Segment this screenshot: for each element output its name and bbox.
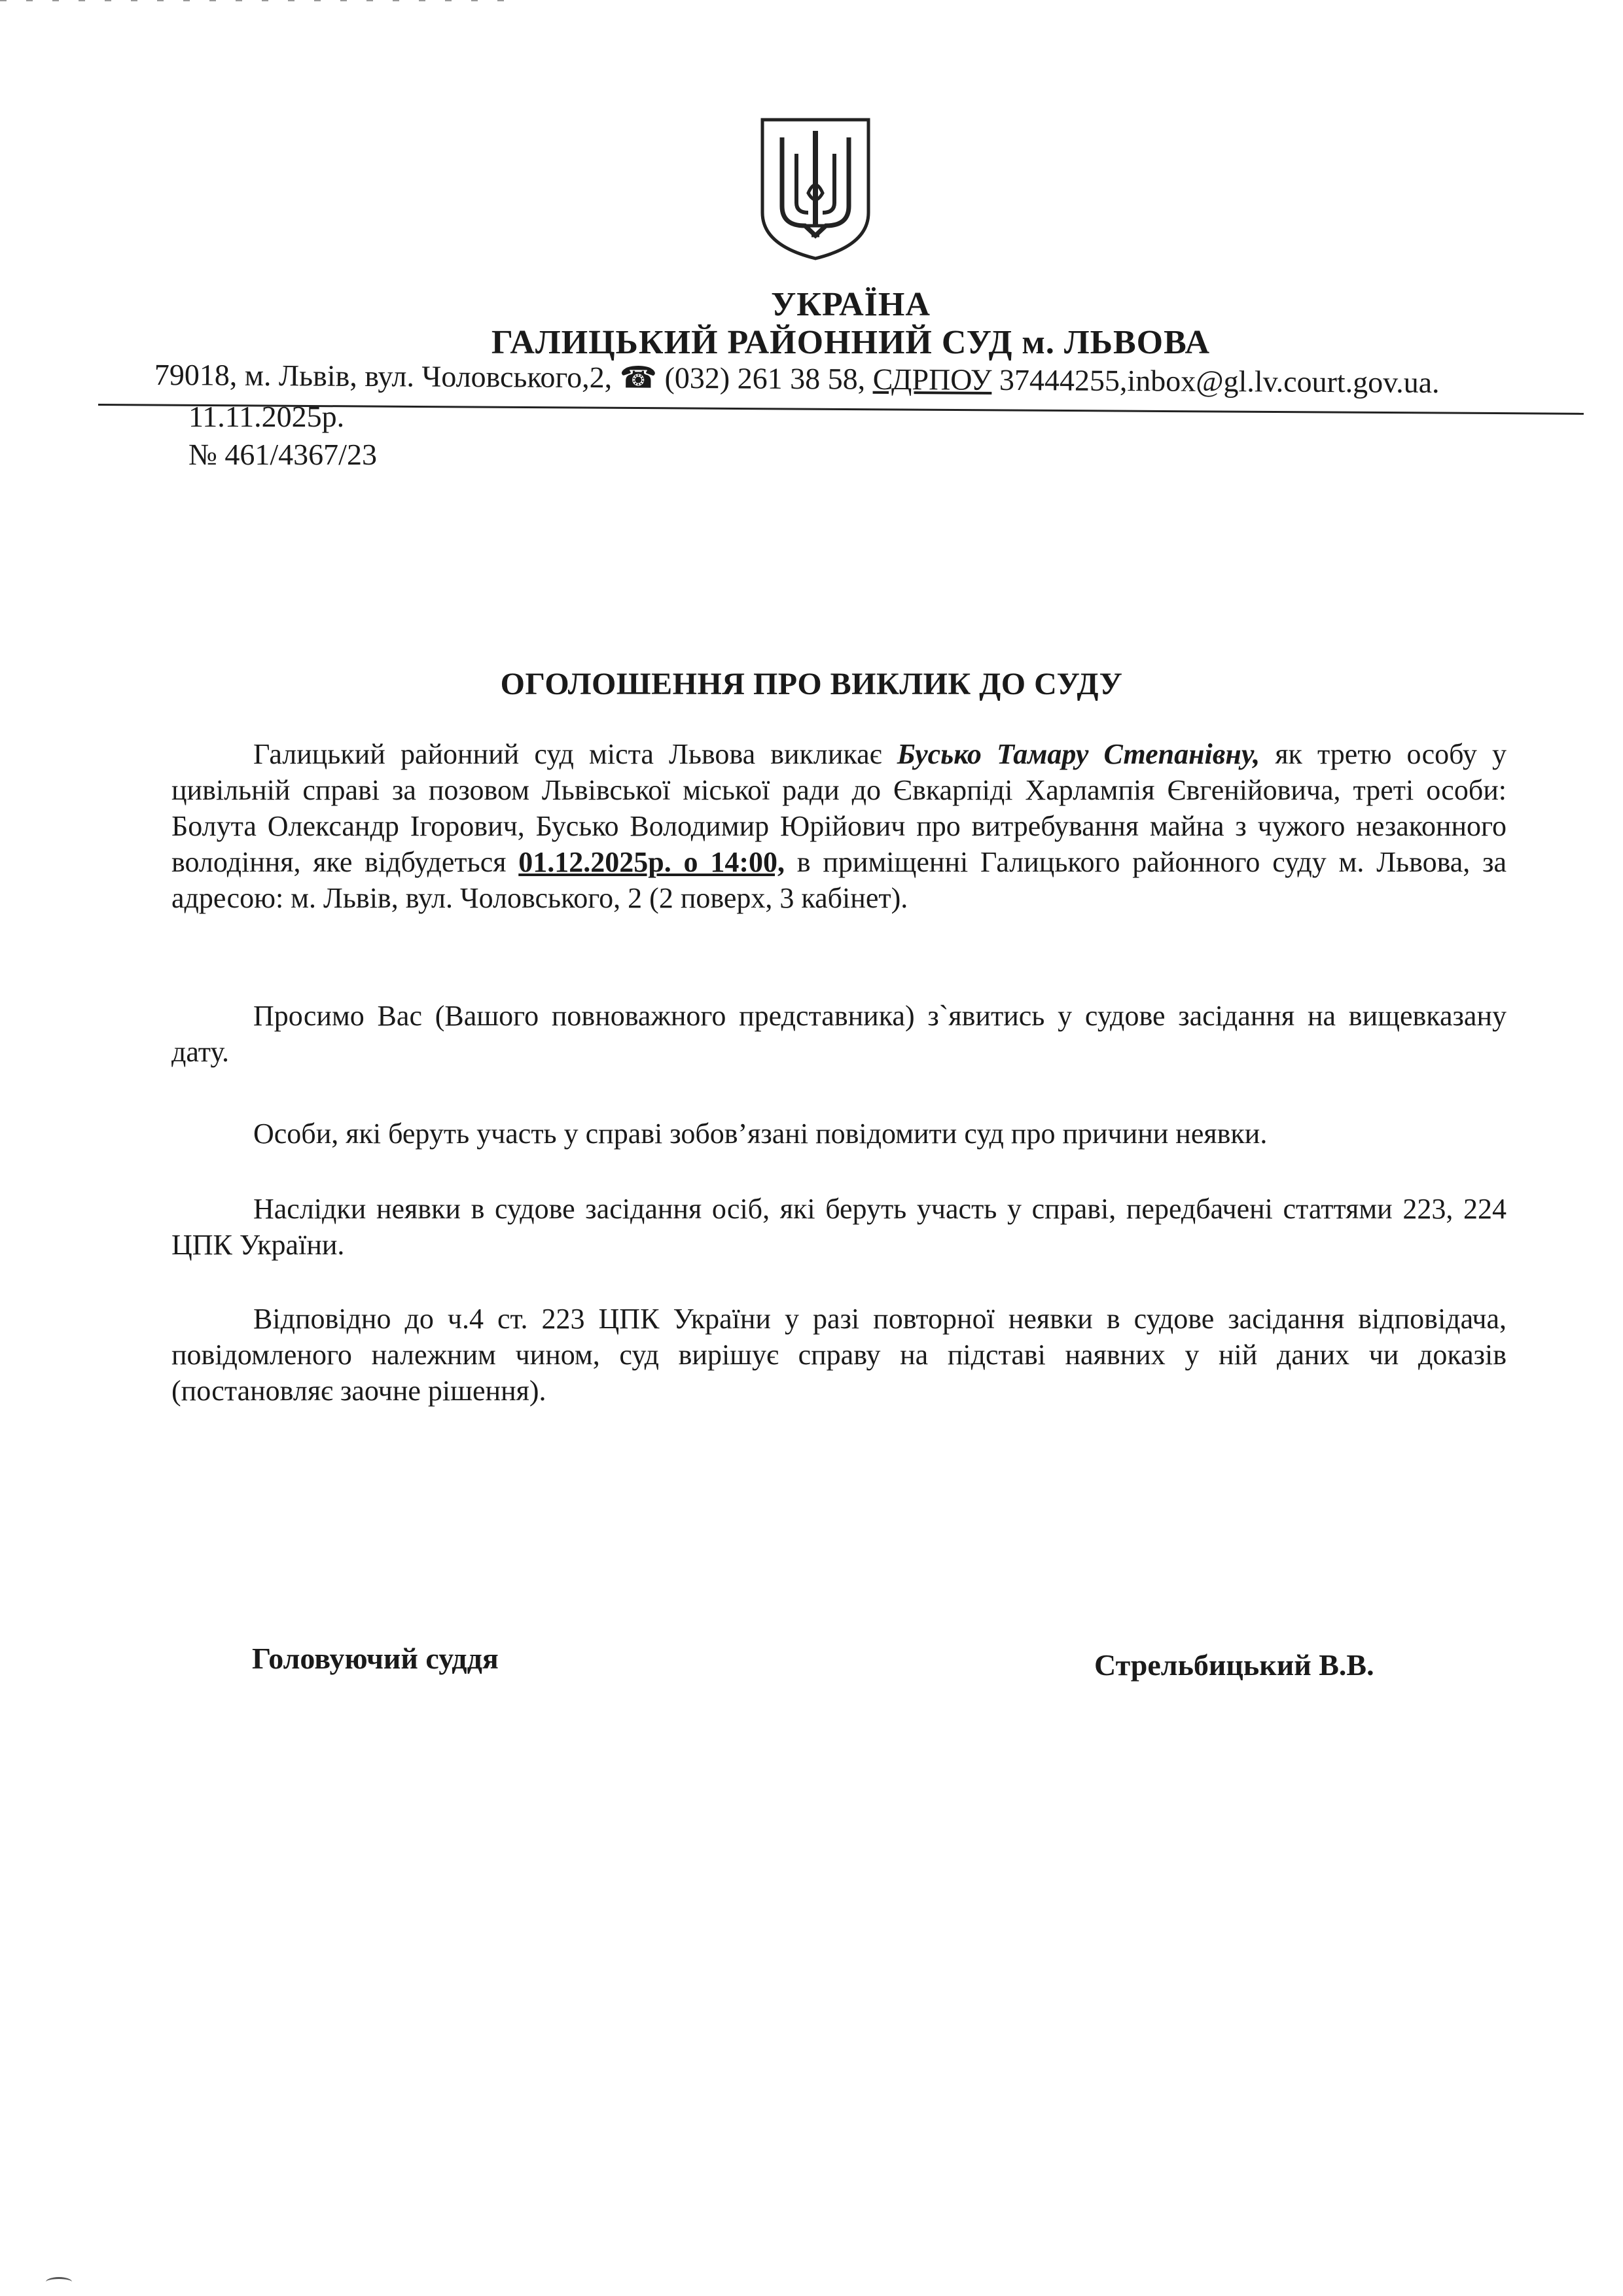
summons-text-c: в приміщенні Галицького районного суду м. Львова, за адресою: м. Львів, вул. Чоловського, 2 (2 поверх, 3 кабінет). [171, 846, 1507, 914]
summons-text-a: Галицький районний суд міста Львова викликає [253, 738, 897, 770]
signature-name: Стрельбицький В.В. [1094, 1648, 1374, 1682]
hearing-datetime: 01.12.2025р. о 14:00, [518, 846, 785, 878]
court-name-heading: ГАЛИЦЬКИЙ РАЙОННИЙ СУД м. ЛЬВОВА [491, 324, 1211, 361]
coat-of-arms-icon [756, 115, 875, 262]
telephone-icon: ☎ [619, 361, 658, 395]
paragraph-default-judgment: Відповідно до ч.4 ст. 223 ЦПК України у разі повторної неявки в судове засідання відповідача, повідомленого належним чином, суд вирішує справу на підставі наявних у ній даних чи доказів (постановляє заочне рішення). [171, 1303, 1507, 1407]
signature-role: Головуючий суддя [252, 1642, 499, 1675]
court-contacts [154, 357, 1581, 400]
court-phone: (032) 261 38 58, [664, 361, 866, 396]
paragraph-summons [171, 736, 1507, 916]
document-title: ОГОЛОШЕННЯ ПРО ВИКЛИК ДО СУДУ [500, 667, 1123, 701]
document-date: 11.11.2025р. [188, 400, 345, 433]
paragraph-consequences: Наслідки неявки в судове засідання осіб, які беруть участь у справі, передбачені статтями 223, 224 ЦПК України. [171, 1193, 1507, 1261]
paragraph-request: Просимо Вас (Вашого повноважного представника) з`явитись у судове засідання на вищевказану дату. [171, 1000, 1507, 1068]
scan-artifact [0, 0, 524, 1]
summoned-person: Бусько Тамару Степанівну, [897, 738, 1260, 770]
case-number: № 461/4367/23 [188, 438, 377, 471]
summons-text-b: як третю особу у цивільній справі за позовом Львівської міської ради до Євкарпіді Харлампія Євгенійовича, треті особи: Болута Олександр Ігорович, Бусько Володимир Юрійович про витребування майна з чужого незаконного володіння, яке відбудеться [171, 738, 1507, 878]
scan-artifact-mark [46, 2277, 72, 2287]
country-heading: УКРАЇНА [771, 286, 931, 323]
edrpou-label: СДРПОУ [872, 362, 992, 397]
court-address: 79018, м. Львів, вул. Чоловського,2, [154, 357, 613, 395]
paragraph-notify: Особи, які беруть участь у справі зобов’язані повідомити суд про причини неявки. [253, 1118, 1268, 1150]
edrpou-email: 37444255,inbox@gl.lv.court.gov.ua. [991, 362, 1440, 399]
